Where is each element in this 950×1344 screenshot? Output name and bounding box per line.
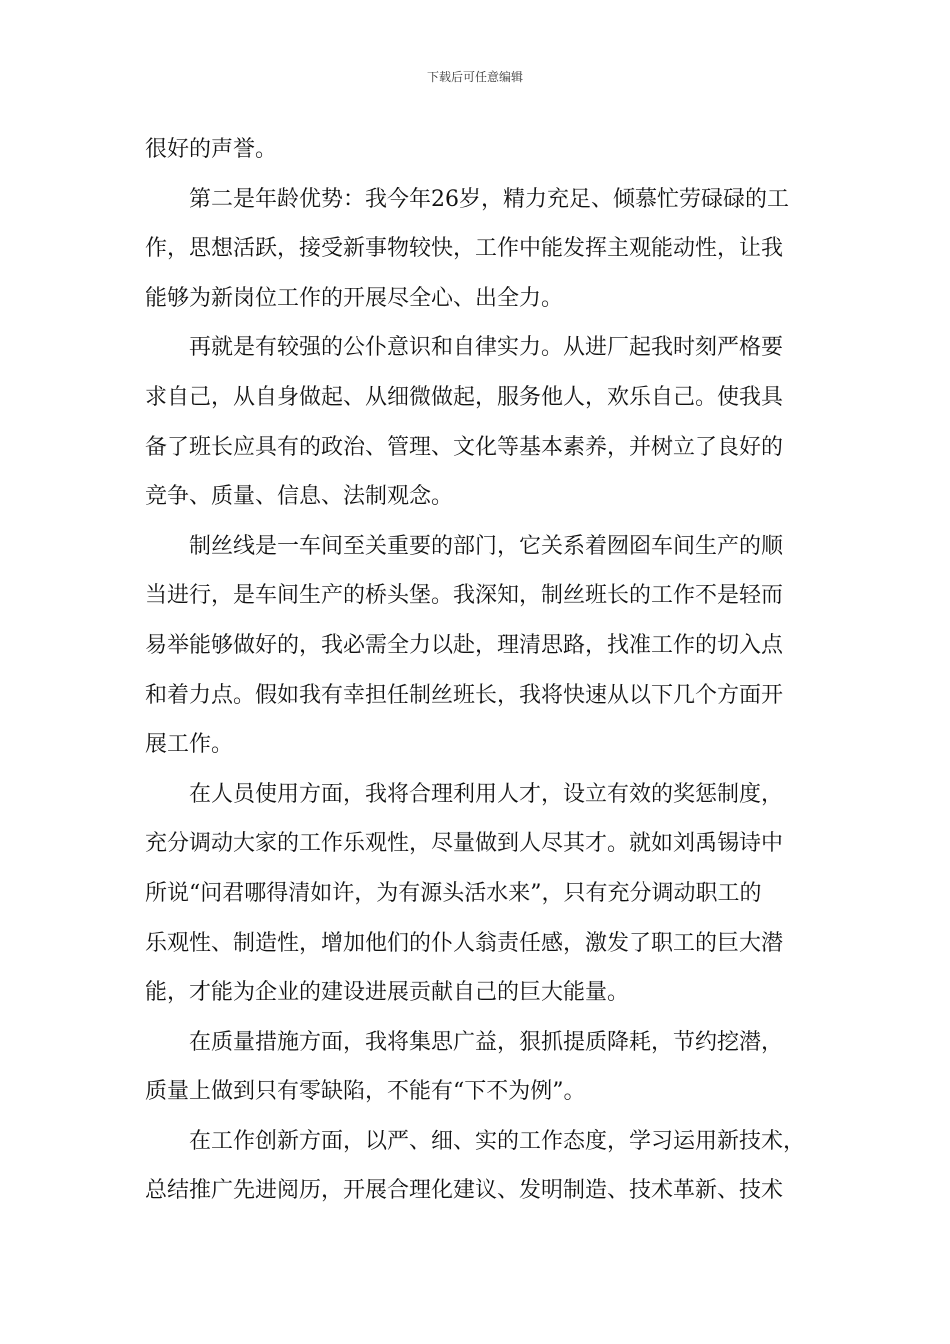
text-line: 竞争、质量、信息、法制观念。 (145, 484, 454, 510)
text-line: 质量上做到只有零缺陷，不能有“下不为例”。 (145, 1079, 586, 1105)
text-line: 所说“问君哪得清如许，为有源头活水来”，只有充分调动职工的 (145, 880, 762, 906)
paragraph-first-line: 在质量措施方面，我将集思广益，狠抓提质降耗，节约挖潜， (189, 1029, 784, 1055)
text-line: 展工作。 (145, 732, 234, 758)
text-line: 备了班长应具有的政治、管理、文化等基本素养，并树立了良好的 (145, 434, 784, 460)
text-line: 充分调动大家的工作乐观性，尽量做到人尽其才。就如刘禹锡诗中 (145, 831, 784, 857)
text-line: 能够为新岗位工作的开展尽全心、出全力。 (145, 285, 564, 311)
text-line: 能，才能为企业的建设进展贡献自己的巨大能量。 (145, 980, 630, 1006)
text-line: 和着力点。假如我有幸担任制丝班长，我将快速从以下几个方面开 (145, 682, 784, 708)
text-line: 很好的声誉。 (145, 137, 278, 162)
paragraph-first-line: 在人员使用方面，我将合理利用人才，设立有效的奖惩制度， (189, 781, 784, 807)
paragraph-first-line: 制丝线是一车间至关重要的部门，它关系着囫囵车间生产的顺 (189, 533, 784, 559)
paragraph-first-line: 第二是年龄优势：我今年26岁，精力充足、倾慕忙劳碌碌的工 (189, 186, 789, 212)
text-line: 求自己，从自身做起、从细微做起，服务他人，欢乐自己。使我具 (145, 384, 784, 410)
text-line: 易举能够做好的，我必需全力以赴，理清思路，找准工作的切入点 (145, 632, 784, 658)
body-text (145, 125, 810, 1216)
page-header: 下载后可任意编辑 (426, 70, 523, 84)
text-line: 总结推广先进阅历，开展合理化建议、发明制造、技术革新、技术 (145, 1178, 784, 1204)
paragraph-first-line: 再就是有较强的公仆意识和自律实力。从进厂起我时刻严格要 (189, 335, 784, 361)
paragraph-first-line: 在工作创新方面，以严、细、实的工作态度，学习运用新技术， (189, 1128, 806, 1154)
text-line: 作，思想活跃，接受新事物较快，工作中能发挥主观能动性，让我 (145, 236, 784, 262)
text-line: 乐观性、制造性，增加他们的仆人翁责任感，激发了职工的巨大潜 (145, 930, 784, 956)
text-line: 当进行，是车间生产的桥头堡。我深知，制丝班长的工作不是轻而 (145, 583, 784, 609)
